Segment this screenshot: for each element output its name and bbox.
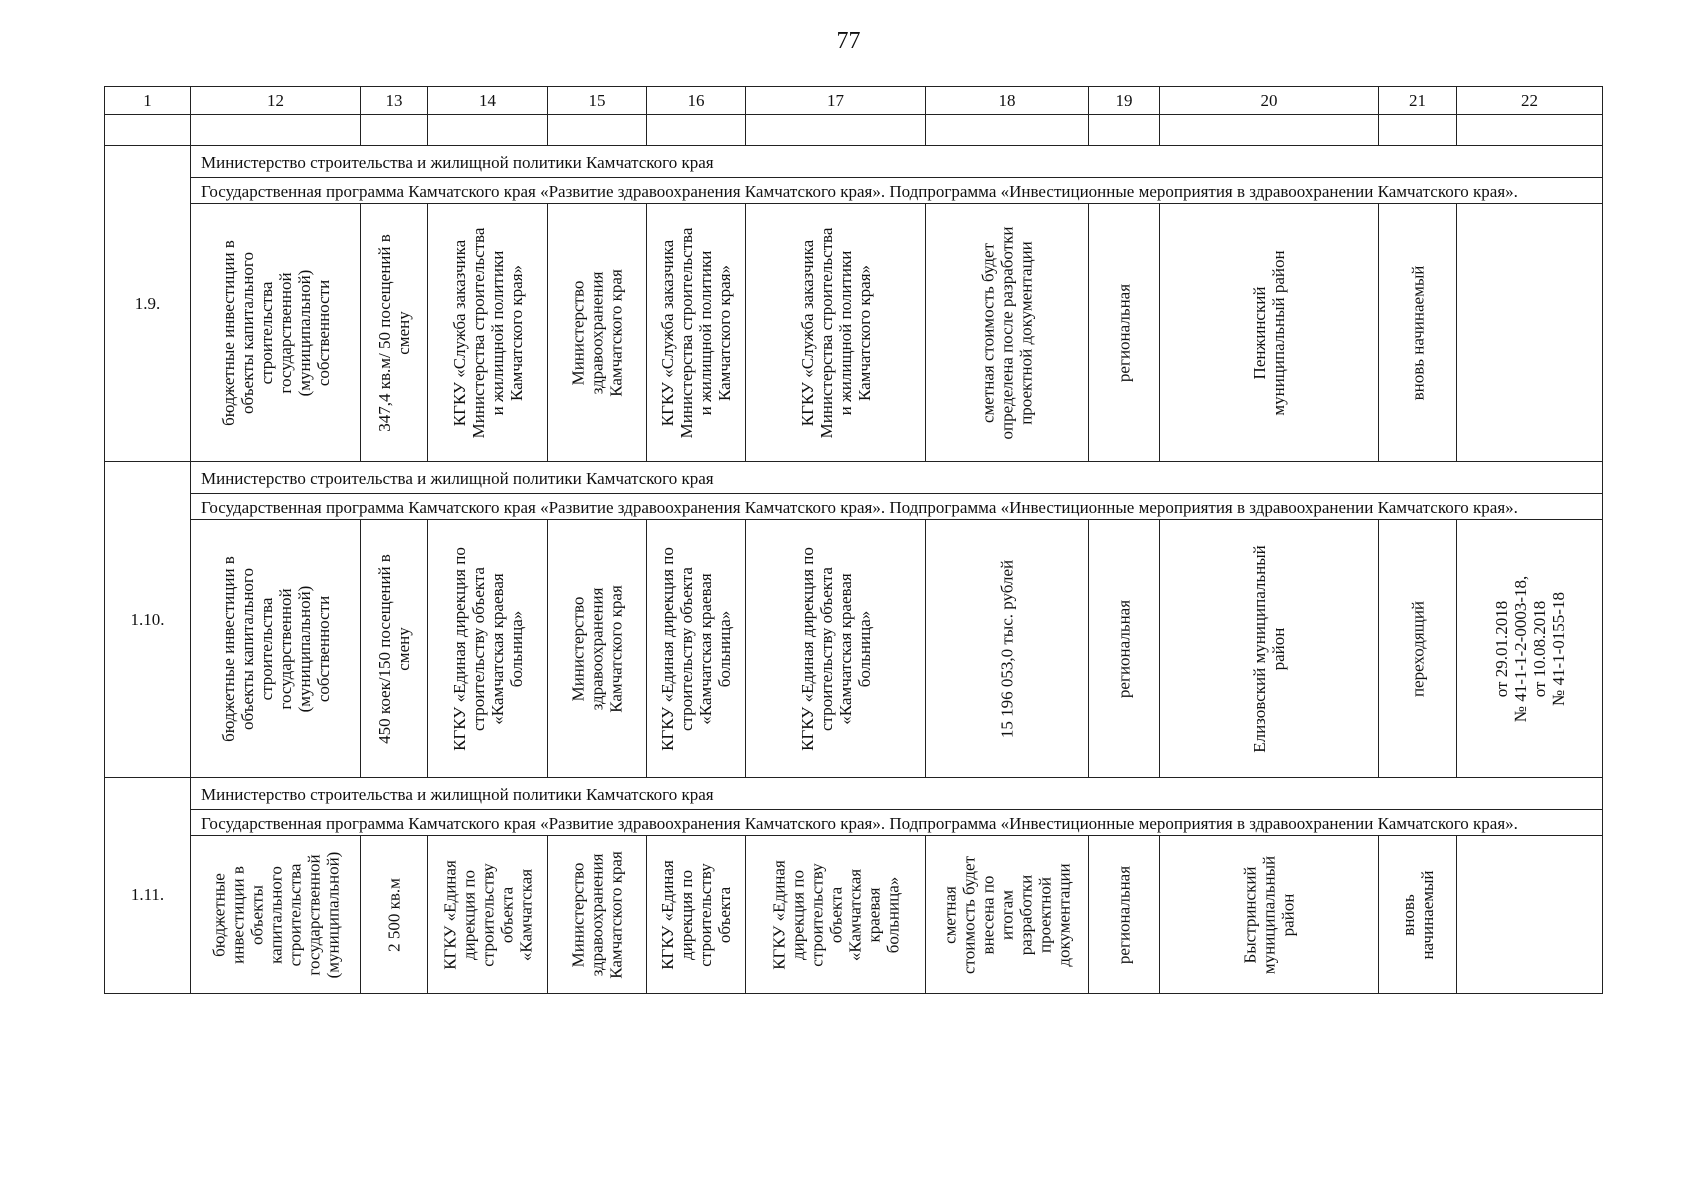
expertise-cell (1457, 204, 1603, 462)
record-number: 1.9. (105, 146, 191, 462)
program-row (105, 494, 1603, 520)
developer: КГКУ «Служба заказчика Министерства строительства и жилищной политики Камчатского края» (449, 227, 526, 438)
blank-cell (1089, 115, 1160, 146)
builder: КГКУ «Единая дирекция по строительству объекта «Камчатская краевая больница» (797, 546, 874, 751)
builder-cell (746, 520, 926, 778)
expertise-cell (1457, 520, 1603, 778)
column-header: 18 (926, 87, 1089, 115)
funding-type: бюджетные инвестиции в объекты капитального строительства государственной (муниципальной) собственности (218, 239, 333, 426)
ministry-name: Министерство строительства и жилищной политики Камчатского края (191, 146, 1603, 178)
estimated-cost-cell (926, 204, 1089, 462)
developer: КГКУ «Единая дирекция по строительству объекта «Камчатская (439, 859, 536, 970)
location: Елизовский муниципальный район (1249, 544, 1288, 753)
responsible-body: Министерство здравоохранения Камчатского края (568, 268, 626, 397)
responsible-body: Министерство здравоохранения Камчатского края (568, 584, 626, 713)
significance-cell (1089, 520, 1160, 778)
developer-cell (428, 204, 548, 462)
record-number: 1.11. (105, 778, 191, 994)
significance: региональная (1114, 283, 1134, 382)
customer-cell (647, 520, 746, 778)
column-header: 1 (105, 87, 191, 115)
status-cell (1379, 836, 1457, 994)
expertise: от 29.01.2018 № 41-1-1-2-0003-18, от 10.08.2018 № 41-1-0155-18 (1491, 575, 1568, 722)
ministry-row (105, 462, 1603, 494)
status: переходящий (1407, 600, 1427, 697)
blank-cell (926, 115, 1089, 146)
builder-cell (746, 836, 926, 994)
capacity: 2 500 кв.м (384, 877, 404, 952)
program-name: Государственная программа Камчатского края «Развитие здравоохранения Камчатского края». Подпрограмма «Инвестиционные мероприятия в здравоохранении Камчатского края». (191, 810, 1603, 836)
capacity: 450 коек/150 посещений в смену (374, 553, 413, 744)
location-cell (1160, 204, 1379, 462)
estimated-cost-cell (926, 836, 1089, 994)
blank-cell (361, 115, 428, 146)
customer-cell (647, 836, 746, 994)
ministry-row (105, 146, 1603, 178)
significance: региональная (1114, 599, 1134, 698)
blank-row (105, 115, 1603, 146)
status-cell (1379, 204, 1457, 462)
column-header: 15 (548, 87, 647, 115)
column-number-row (105, 87, 1603, 115)
funding-type: бюджетные инвестиции в объекты капитального строительства государственной (муниципальной) (208, 851, 343, 978)
status: вновь начинаемый (1407, 265, 1427, 400)
column-header: 16 (647, 87, 746, 115)
builder: КГКУ «Служба заказчика Министерства строительства и жилищной политики Камчатского края» (797, 227, 874, 438)
funding-type-cell (191, 520, 361, 778)
capacity-cell (361, 204, 428, 462)
blank-cell (1457, 115, 1603, 146)
page-number: 77 (836, 28, 861, 54)
responsible-body-cell (548, 520, 647, 778)
location-cell (1160, 836, 1379, 994)
blank-cell (746, 115, 926, 146)
customer: КГКУ «Служба заказчика Министерства строительства и жилищной политики Камчатского края» (657, 227, 735, 438)
program-name: Государственная программа Камчатского края «Развитие здравоохранения Камчатского края». Подпрограмма «Инвестиционные мероприятия в здравоохранении Камчатского края». (191, 178, 1603, 204)
capacity-cell (361, 836, 428, 994)
customer-cell (647, 204, 746, 462)
significance: региональная (1114, 865, 1134, 964)
blank-cell (647, 115, 746, 146)
column-header: 19 (1089, 87, 1160, 115)
estimated-cost: 15 196 053,0 тыс. рублей (997, 559, 1017, 738)
investment-table (104, 86, 1603, 994)
column-header: 12 (191, 87, 361, 115)
capacity-cell (361, 520, 428, 778)
blank-cell (105, 115, 191, 146)
ministry-row (105, 778, 1603, 810)
blank-cell (191, 115, 361, 146)
program-name: Государственная программа Камчатского края «Развитие здравоохранения Камчатского края». Подпрограмма «Инвестиционные мероприятия в здравоохранении Камчатского края». (191, 494, 1603, 520)
column-header: 20 (1160, 87, 1379, 115)
program-row (105, 810, 1603, 836)
funding-type: бюджетные инвестиции в объекты капитального строительства государственной (муниципальной) собственности (218, 555, 333, 742)
ministry-name: Министерство строительства и жилищной политики Камчатского края (191, 778, 1603, 810)
significance-cell (1089, 836, 1160, 994)
responsible-body-cell (548, 836, 647, 994)
estimated-cost: сметная стоимость будет внесена по итогам разработки проектной документации (940, 855, 1074, 974)
builder: КГКУ «Единая дирекция по строительству объекта «Камчатская краевая больница» (768, 859, 903, 970)
funding-type-cell (191, 204, 361, 462)
record-details-row (105, 836, 1603, 994)
expertise-cell (1457, 836, 1603, 994)
status: вновь начинаемый (1398, 870, 1437, 960)
blank-cell (1160, 115, 1379, 146)
column-header: 17 (746, 87, 926, 115)
responsible-body: Министерство здравоохранения Камчатского края (568, 850, 626, 979)
builder-cell (746, 204, 926, 462)
estimated-cost: сметная стоимость будет определена после разработки проектной документации (978, 226, 1036, 439)
customer: КГКУ «Единая дирекция по строительству объекта (657, 859, 735, 970)
column-header: 13 (361, 87, 428, 115)
location: Пенжинский муниципальный район (1249, 249, 1288, 416)
developer: КГКУ «Единая дирекция по строительству объекта «Камчатская краевая больница» (449, 546, 526, 751)
column-header: 14 (428, 87, 548, 115)
ministry-name: Министерство строительства и жилищной политики Камчатского края (191, 462, 1603, 494)
blank-cell (1379, 115, 1457, 146)
responsible-body-cell (548, 204, 647, 462)
funding-type-cell (191, 836, 361, 994)
record-details-row (105, 520, 1603, 778)
location-cell (1160, 520, 1379, 778)
column-header: 22 (1457, 87, 1603, 115)
status-cell (1379, 520, 1457, 778)
location: Быстринский муниципальный район (1240, 855, 1298, 974)
record-details-row (105, 204, 1603, 462)
estimated-cost-cell (926, 520, 1089, 778)
blank-cell (428, 115, 548, 146)
developer-cell (428, 520, 548, 778)
capacity: 347,4 кв.м/ 50 посещений в смену (374, 233, 413, 432)
program-row (105, 178, 1603, 204)
significance-cell (1089, 204, 1160, 462)
customer: КГКУ «Единая дирекция по строительству объекта «Камчатская краевая больница» (657, 546, 735, 751)
record-number: 1.10. (105, 462, 191, 778)
developer-cell (428, 836, 548, 994)
column-header: 21 (1379, 87, 1457, 115)
blank-cell (548, 115, 647, 146)
